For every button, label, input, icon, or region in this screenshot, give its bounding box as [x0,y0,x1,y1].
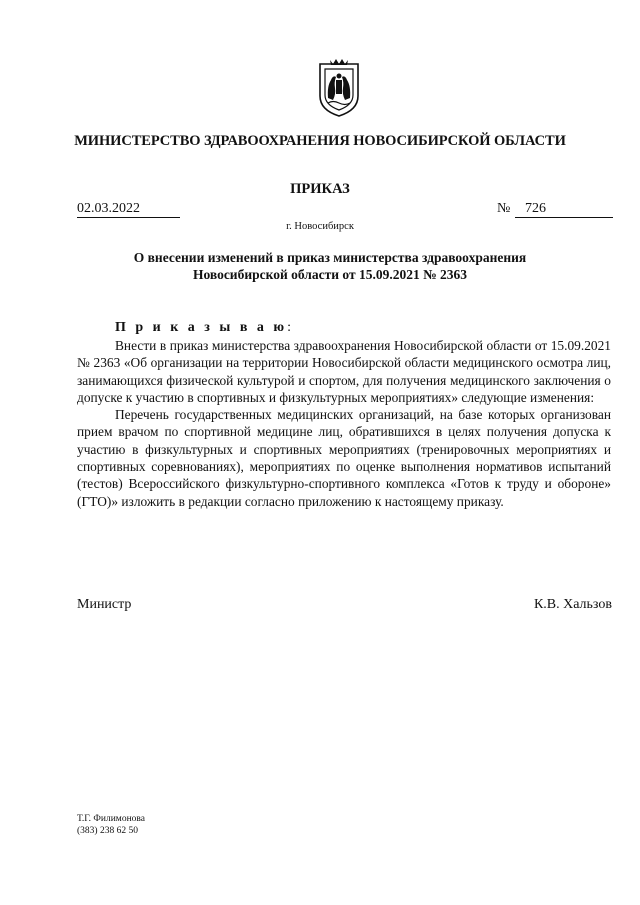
signatory-name: К.В. Хальзов [533,597,612,612]
coat-of-arms-icon [316,58,362,118]
document-type: ПРИКАЗ [290,181,350,197]
document-number-label: № [497,201,511,216]
executor-name: Т.Г. Филимонова [77,814,145,824]
signatory-title: Министр [77,597,132,612]
ministry-name: МИНИСТЕРСТВО ЗДРАВООХРАНЕНИЯ НОВОСИБИРСКОЙ ОБЛАСТИ [74,133,566,149]
body-paragraph-1: Внести в приказ министерства здравоохранения Новосибирской области от 15.09.2021 № 2363 «Об организации на территории Новосибирской области медицинского осмотра лиц, занимающихся физической культурой и спортом, для получения медицинского заключения о допуске к участию в спортивных и физкультурных мероприятиях» следующие изменения: [77,338,611,405]
executor-phone: (383) 238 62 50 [77,826,138,836]
order-verb-colon: : [287,320,292,335]
document-number: 726 [515,201,613,218]
order-verb [115,320,291,336]
body-paragraph-2: Перечень государственных медицинских организаций, на базе которых организован прием врачом по спортивной медицине лиц, обратившихся в целях получения допуска к участию в физкультурных и спортивных мероприятиях (тренировочных мероприятиях и спортивных соревнованиях), мероприятиях по оценке выполнения нормативов испытаний (тестов) Всероссийского физкультурно-спортивного комплекса «Готов к труду и обороне» (ГТО)» изложить в редакции согласно приложению к настоящему приказу. [77,407,611,509]
document-body [77,337,611,510]
city-line: г. Новосибирск [286,221,354,232]
document-subject: О внесении изменений в приказ министерства здравоохранения Новосибирской области от 15.09.2021 № 2363 [133,250,527,282]
document-date: 02.03.2022 [77,201,180,218]
order-verb-text: П р и к а з ы в а ю [115,320,288,335]
